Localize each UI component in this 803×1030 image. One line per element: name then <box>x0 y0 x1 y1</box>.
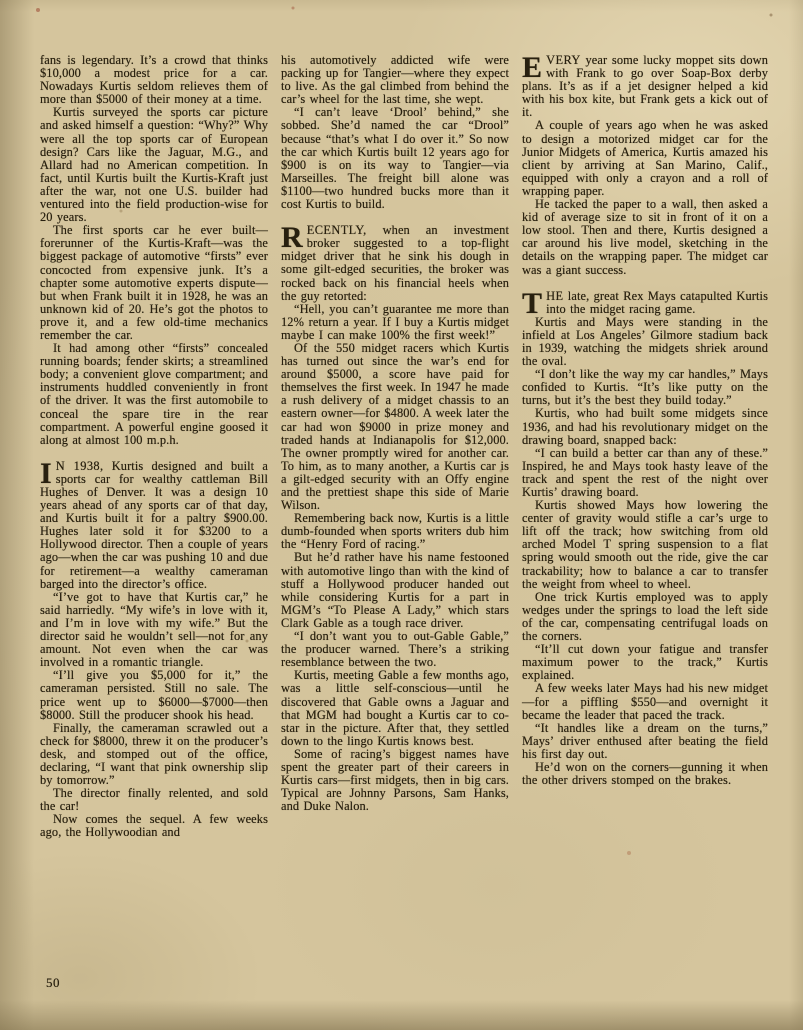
paragraph-text: late, great Rex Mays catapulted Kurtis into the midget racing game. <box>546 288 768 316</box>
paragraph: “I’ll give you $5,000 for it,” the cameraman persisted. Still no sale. The price went up to $6000—$7000—then $8000. Still the producer shook his head. <box>40 668 268 722</box>
paragraph: One trick Kurtis employed was to apply wedges under the springs to load the left side of the car, compensating centrifugal loads on the corners. <box>522 589 768 644</box>
paragraph-lead-caps: HE <box>546 288 564 303</box>
paragraph <box>281 221 509 303</box>
paragraph <box>522 51 768 120</box>
paragraph: He tacked the paper to a wall, then asked a kid of average size to sit in front of it on a low stool. Then and there, Kurtis designed a car around his live model, sketching in the details on the wrapping paper. The midget car was a giant success. <box>522 197 768 277</box>
paragraph: “I’ve got to have that Kurtis car,” he said harriedly. “My wife’s in love with it, and I’m in love with my wife.” But the director said he wouldn’t sell—not for any amount. Not even when the car was involved in a romantic triangle. <box>40 589 268 670</box>
paragraph-text: year some lucky moppet sits down with Frank to go over Soap-Box derby plans. It’s as if a jet designer helped a kid with his box kite, but Frank gets a kick out of it. <box>522 53 768 120</box>
paragraph-lead-caps: ECENTLY, <box>306 223 367 238</box>
paragraph: his automotively addicted wife were packing up for Tangier—where they expect to live. As the gal climbed from behind the car’s wheel for the last time, she wept. <box>281 53 509 107</box>
paragraph-text: Kurtis designed and built a sports car for wealthy cattleman Bill Hughes of Denver. It was a design 10 years ahead of any sports car of that day, and Kurtis built it for a paltry $900.00. Hughes later sold it for $3200 to a Hollywood director. Then a couple of years ago—when the car was pushing 10 and due for retirement—a wealthy cameraman barged into the director’s office. <box>40 458 269 591</box>
drop-cap: T <box>522 286 543 320</box>
paragraph: Kurtis surveyed the sports car picture and asked himself a question: “Why?” Why were all the top sports car of European design? Cars like the Jaguar, M.G., and Allard had no American competition. In fact, until Kurtis built the Kurtis-Kraft just after the war, not one U.S. builder had ventured into the field production-wise for 20 years. <box>40 105 268 225</box>
paragraph: Kurtis, meeting Gable a few months ago, was a little self-conscious—until he discovered that Gable owns a Jaguar and that MGM had bought a Kurtis car to co-star in the picture. After that, they settled down to the lingo Kurtis knows best. <box>281 668 509 748</box>
paragraph: It had among other “firsts” concealed running boards; fender skirts; a streamlined body; a convenient glove compartment; and instruments huddled conveniently in front of the driver. It was the first automobile to conceal the spare tire in the rear compartment. A powerful engine goosed it along at almost 100 m.p.h. <box>40 341 268 447</box>
paragraph-lead-caps: VERY <box>546 53 581 67</box>
drop-cap: R <box>281 221 303 255</box>
paragraph: “I don’t want you to out-Gable Gable,” the producer warned. There’s a striking resemblance between the two. <box>281 629 509 670</box>
paragraph: Kurtis showed Mays how lowering the center of gravity would stifle a car’s urge to lift off the track; how switching from old arched Model T spring suspension to a flat spring would smooth out the ride, give the car trackability; how to balance a car to transfer the weight from wheel to wheel. <box>522 498 768 591</box>
paragraph: Of the 550 midget racers which Kurtis has turned out since the war’s end for around $5000, a score have paid for themselves the first week. In 1947 he made a rush delivery of a midget chassis to an eastern owner—for $4800. A week later the car had won $9000 in prize money and traded hands at Indianapolis for $12,000. The owner promptly wired for another car. To him, as to many another, a Kurtis car is a gilt-edged security with an Offy engine and the prettiest shape this side of Marie Wilson. <box>281 340 509 513</box>
paragraph <box>522 286 768 320</box>
page-number: 50 <box>46 975 60 990</box>
paragraph: He’d won on the corners—gunning it when the other drivers stomped on the brakes. <box>522 759 768 788</box>
paragraph: Now comes the sequel. A few weeks ago, the Hollywoodian and <box>40 812 268 840</box>
paragraph-text: when an investment broker suggested to a top-flight midget driver that he sink his dough in some gilt-edged securities, the broker was rocked back on his financial heels when the guy retorted: <box>281 223 509 303</box>
paragraph: A couple of years ago when he was asked to design a motorized midget car for the Junior Midgets of America, Kurtis amazed his client by arriving at San Marino, Calif., equipped with only a crayon and a roll of wrapping paper. <box>522 118 768 198</box>
paragraph: “I don’t like the way my car handles,” Mays confided to Kurtis. “It’s like putty on the turns, but it’s the best they build today.” <box>522 367 768 408</box>
column-3 <box>522 51 768 840</box>
drop-cap: E <box>522 51 543 84</box>
paragraph: Finally, the cameraman scrawled out a check for $8000, threw it on the producer’s desk, and stomped out of the office, declaring, “I want that pink ownership slip by tomorrow.” <box>40 720 268 788</box>
paragraph: “It handles like a dream on the turns,” Mays’ driver enthused after beating the field his first day out. <box>522 720 768 761</box>
column-2 <box>281 54 509 840</box>
paragraph: Kurtis and Mays were standing in the infield at Los Angeles’ Gilmore stadium back in 1939, watching the midgets shriek around the oval. <box>522 314 768 369</box>
drop-cap: I <box>40 456 52 490</box>
paragraph <box>40 456 269 591</box>
paragraph: A few weeks later Mays had his new midget—for a piffling $550—and overnight it became the leader that paced the track. <box>522 681 768 722</box>
paragraph: “Hell, you can’t guarantee me more than 12% return a year. If I buy a Kurtis midget maybe I can make 100% the first week!” <box>281 301 509 342</box>
paragraph: “It’ll cut down your fatigue and transfer maximum power to the track,” Kurtis explained. <box>522 642 768 683</box>
paragraph: Remembering back now, Kurtis is a little dumb-founded when sports writers dub him the “Henry Ford of racing.” <box>281 511 509 552</box>
paragraph: But he’d rather have his name festooned with automotive lingo than with the kind of stuff a Hollywood producer handed out while considering Kurtis for a part in MGM’s “To Please A Lady,” which stars Clark Gable as a tough race driver. <box>281 550 509 630</box>
article-columns <box>40 51 768 840</box>
paragraph-lead-caps: N 1938, <box>55 458 104 473</box>
paragraph: fans is legendary. It’s a crowd that thinks $10,000 a modest price for a car. Nowadays Kurtis seldom relieves them of more than $5000 of their money at a time. <box>40 53 268 107</box>
paragraph: Kurtis, who had built some midgets since 1936, and had his revolutionary midget on the drawing board, snapped back: <box>522 406 768 447</box>
paragraph: “I can’t leave ‘Drool’ behind,” she sobbed. She’d named the car “Drool” because “that’s what I do over it.” So now the car which Kurtis built 12 years ago for $900 is on its way to Tangier—via Marseilles. The freight bill alone was $1100—two hundred bucks more than it cost Kurtis to build. <box>281 105 509 212</box>
paragraph: The first sports car he ever built—forerunner of the Kurtis-Kraft—was the biggest package of automotive “firsts” ever concocted from expensive junk. It’s a chapter some automotive experts dispute—but when Frank built it in 1928, he was an unknown kid of 20. He’s got the photos to prove it, and a few old-time mechanics remember the car. <box>40 223 268 342</box>
paragraph: Some of racing’s biggest names have spent the greater part of their careers in Kurtis cars—first midgets, then in big cars. Typical are Johnny Parsons, Sam Hanks, and Duke Nalon. <box>281 746 509 814</box>
paragraph: “I can build a better car than any of these.” Inspired, he and Mays took hasty leave of the track and spent the rest of the night over Kurtis’ drawing board. <box>522 445 768 499</box>
paragraph: The director finally relented, and sold the car! <box>40 786 268 814</box>
paper-specks <box>0 0 2 2</box>
column-1 <box>40 54 268 840</box>
